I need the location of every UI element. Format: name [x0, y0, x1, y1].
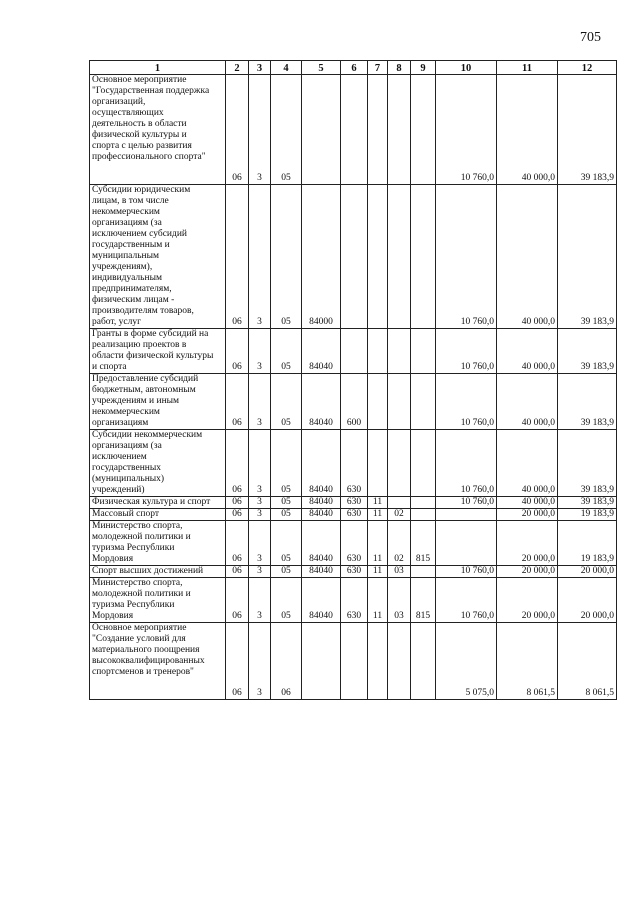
- amount-cell: 39 183,9: [558, 497, 617, 509]
- column-header-9: 9: [411, 61, 436, 75]
- amount-cell: 39 183,9: [558, 374, 617, 430]
- code-cell: 03: [388, 578, 411, 623]
- code-cell: [411, 75, 436, 185]
- code-cell: [368, 185, 388, 329]
- amount-cell: 40 000,0: [497, 374, 558, 430]
- code-cell: 06: [226, 430, 249, 497]
- code-cell: 05: [271, 374, 302, 430]
- code-cell: [388, 623, 411, 700]
- amount-cell: [436, 521, 497, 566]
- code-cell: [388, 374, 411, 430]
- code-cell: 06: [271, 623, 302, 700]
- code-cell: 630: [341, 578, 368, 623]
- code-cell: 05: [271, 521, 302, 566]
- column-header-6: 6: [341, 61, 368, 75]
- code-cell: 06: [226, 185, 249, 329]
- code-cell: [341, 329, 368, 374]
- amount-cell: 5 075,0: [436, 623, 497, 700]
- code-cell: [411, 566, 436, 578]
- row-name-cell: Гранты в форме субсидий на реализацию проектов в области физической культуры и спорта: [90, 329, 226, 374]
- amount-cell: 20 000,0: [497, 578, 558, 623]
- amount-cell: 40 000,0: [497, 185, 558, 329]
- code-cell: 3: [249, 430, 271, 497]
- code-cell: 3: [249, 185, 271, 329]
- column-header-10: 10: [436, 61, 497, 75]
- column-header-3: 3: [249, 61, 271, 75]
- code-cell: [302, 75, 341, 185]
- amount-cell: 39 183,9: [558, 75, 617, 185]
- code-cell: [411, 509, 436, 521]
- row-name-cell: Физическая культура и спорт: [90, 497, 226, 509]
- code-cell: 84040: [302, 430, 341, 497]
- code-cell: 3: [249, 497, 271, 509]
- code-cell: 84000: [302, 185, 341, 329]
- code-cell: [341, 623, 368, 700]
- code-cell: 06: [226, 509, 249, 521]
- code-cell: 84040: [302, 497, 341, 509]
- amount-cell: 20 000,0: [558, 578, 617, 623]
- column-header-12: 12: [558, 61, 617, 75]
- code-cell: [388, 430, 411, 497]
- code-cell: [388, 329, 411, 374]
- amount-cell: 8 061,5: [558, 623, 617, 700]
- table-row: [90, 329, 617, 374]
- code-cell: 630: [341, 566, 368, 578]
- amount-cell: 39 183,9: [558, 430, 617, 497]
- code-cell: [411, 374, 436, 430]
- code-cell: 84040: [302, 509, 341, 521]
- code-cell: 11: [368, 578, 388, 623]
- code-cell: [368, 75, 388, 185]
- table-row: [90, 430, 617, 497]
- code-cell: 11: [368, 509, 388, 521]
- page-number: 705: [580, 30, 601, 45]
- code-cell: 3: [249, 374, 271, 430]
- code-cell: 11: [368, 497, 388, 509]
- amount-cell: 19 183,9: [558, 509, 617, 521]
- amount-cell: 20 000,0: [497, 566, 558, 578]
- budget-table: [89, 60, 617, 700]
- code-cell: [388, 497, 411, 509]
- code-cell: 3: [249, 578, 271, 623]
- code-cell: 600: [341, 374, 368, 430]
- code-cell: 05: [271, 430, 302, 497]
- amount-cell: 10 760,0: [436, 430, 497, 497]
- code-cell: [388, 185, 411, 329]
- amount-cell: 39 183,9: [558, 185, 617, 329]
- code-cell: 84040: [302, 374, 341, 430]
- code-cell: 02: [388, 521, 411, 566]
- code-cell: 84040: [302, 566, 341, 578]
- code-cell: 815: [411, 578, 436, 623]
- code-cell: 630: [341, 509, 368, 521]
- code-cell: 05: [271, 497, 302, 509]
- code-cell: [411, 497, 436, 509]
- column-header-1: 1: [90, 61, 226, 75]
- code-cell: 630: [341, 497, 368, 509]
- code-cell: 03: [388, 566, 411, 578]
- code-cell: [341, 185, 368, 329]
- amount-cell: 19 183,9: [558, 521, 617, 566]
- code-cell: [411, 185, 436, 329]
- amount-cell: 10 760,0: [436, 566, 497, 578]
- code-cell: 06: [226, 75, 249, 185]
- amount-cell: 40 000,0: [497, 430, 558, 497]
- code-cell: 06: [226, 566, 249, 578]
- amount-cell: 40 000,0: [497, 75, 558, 185]
- amount-cell: 10 760,0: [436, 497, 497, 509]
- code-cell: 06: [226, 521, 249, 566]
- code-cell: [388, 75, 411, 185]
- code-cell: 06: [226, 623, 249, 700]
- column-header-11: 11: [497, 61, 558, 75]
- table-row: [90, 509, 617, 521]
- row-name-cell: Субсидии юридическим лицам, в том числе некоммерческим организациям (за исключением субсидий государственным и муниципальным учреждениям), индивидуальным предпринимателям, физическим лицам - производителям товаров, работ, услуг: [90, 185, 226, 329]
- table-row: [90, 521, 617, 566]
- amount-cell: 10 760,0: [436, 185, 497, 329]
- table-row: [90, 497, 617, 509]
- amount-cell: 10 760,0: [436, 374, 497, 430]
- code-cell: 84040: [302, 578, 341, 623]
- code-cell: 05: [271, 75, 302, 185]
- code-cell: [411, 430, 436, 497]
- code-cell: 84040: [302, 521, 341, 566]
- code-cell: 06: [226, 329, 249, 374]
- code-cell: [302, 623, 341, 700]
- code-cell: 630: [341, 430, 368, 497]
- column-header-4: 4: [271, 61, 302, 75]
- code-cell: 3: [249, 623, 271, 700]
- table-row: [90, 75, 617, 185]
- code-cell: 3: [249, 75, 271, 185]
- code-cell: 05: [271, 185, 302, 329]
- amount-cell: [436, 509, 497, 521]
- code-cell: 630: [341, 521, 368, 566]
- code-cell: [411, 623, 436, 700]
- amount-cell: 20 000,0: [497, 509, 558, 521]
- column-header-5: 5: [302, 61, 341, 75]
- table-body: [90, 75, 617, 700]
- amount-cell: 40 000,0: [497, 329, 558, 374]
- row-name-cell: Основное мероприятие "Государственная поддержка организаций, осуществляющих деятельность в области физической культуры и спорта с целью развития профессионального спорта": [90, 75, 226, 185]
- code-cell: [341, 75, 368, 185]
- row-name-cell: Массовый спорт: [90, 509, 226, 521]
- code-cell: 06: [226, 578, 249, 623]
- code-cell: 05: [271, 509, 302, 521]
- code-cell: 3: [249, 509, 271, 521]
- code-cell: 3: [249, 329, 271, 374]
- code-cell: 02: [388, 509, 411, 521]
- row-name-cell: Спорт высших достижений: [90, 566, 226, 578]
- code-cell: 05: [271, 566, 302, 578]
- column-header-8: 8: [388, 61, 411, 75]
- row-name-cell: Министерство спорта, молодежной политики и туризма Республики Мордовия: [90, 521, 226, 566]
- row-name-cell: Предоставление субсидий бюджетным, автономным учреждениям и иным некоммерческим организациям: [90, 374, 226, 430]
- table-row: [90, 185, 617, 329]
- code-cell: 11: [368, 521, 388, 566]
- amount-cell: 39 183,9: [558, 329, 617, 374]
- table-row: [90, 623, 617, 700]
- code-cell: [368, 430, 388, 497]
- amount-cell: 40 000,0: [497, 497, 558, 509]
- code-cell: 05: [271, 578, 302, 623]
- code-cell: [368, 623, 388, 700]
- amount-cell: 20 000,0: [497, 521, 558, 566]
- code-cell: [368, 329, 388, 374]
- row-name-cell: Основное мероприятие "Создание условий для материального поощрения высококвалифицированных спортсменов и тренеров": [90, 623, 226, 700]
- code-cell: 815: [411, 521, 436, 566]
- column-header-7: 7: [368, 61, 388, 75]
- table-row: [90, 566, 617, 578]
- code-cell: 3: [249, 566, 271, 578]
- code-cell: [368, 374, 388, 430]
- code-cell: 84040: [302, 329, 341, 374]
- code-cell: 06: [226, 497, 249, 509]
- row-name-cell: Министерство спорта, молодежной политики и туризма Республики Мордовия: [90, 578, 226, 623]
- code-cell: 05: [271, 329, 302, 374]
- amount-cell: 10 760,0: [436, 329, 497, 374]
- table-row: [90, 578, 617, 623]
- amount-cell: 20 000,0: [558, 566, 617, 578]
- code-cell: 3: [249, 521, 271, 566]
- table-row: [90, 374, 617, 430]
- row-name-cell: Субсидии некоммерческим организациям (за исключением государственных (муниципальных) учреждений): [90, 430, 226, 497]
- amount-cell: 8 061,5: [497, 623, 558, 700]
- code-cell: 11: [368, 566, 388, 578]
- code-cell: 06: [226, 374, 249, 430]
- amount-cell: 10 760,0: [436, 578, 497, 623]
- column-header-2: 2: [226, 61, 249, 75]
- code-cell: [411, 329, 436, 374]
- amount-cell: 10 760,0: [436, 75, 497, 185]
- header-row: [90, 61, 617, 75]
